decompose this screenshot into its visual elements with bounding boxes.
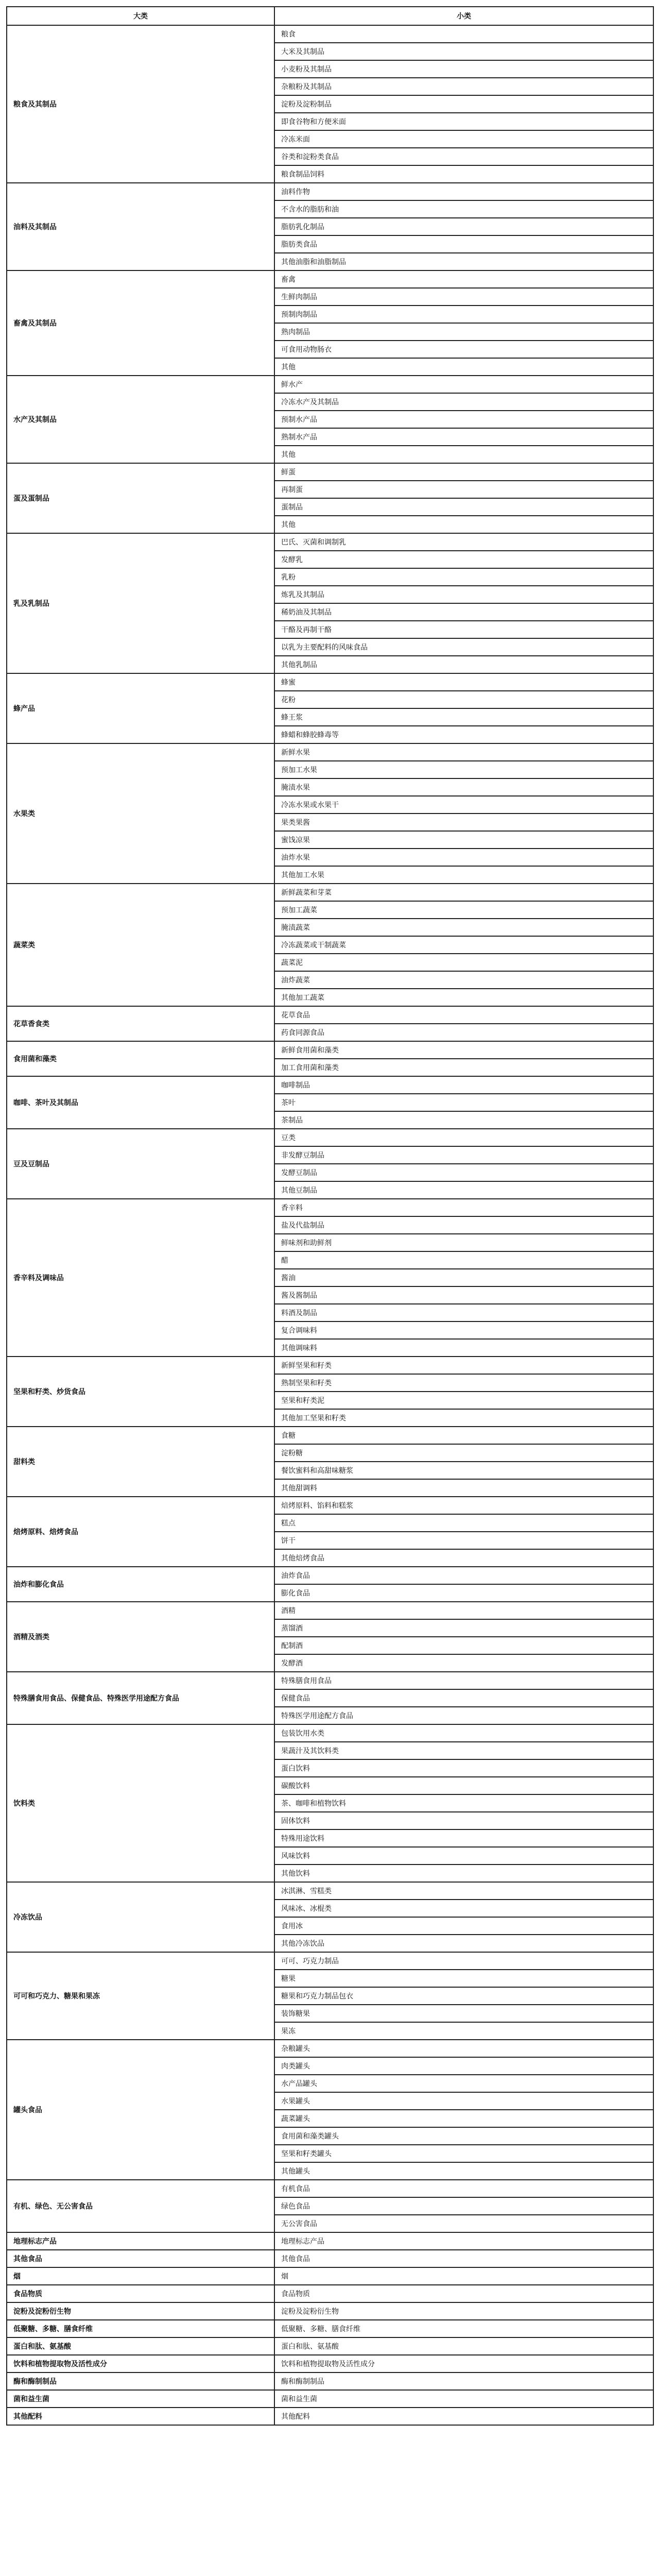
major-category-cell: 菌和益生菌: [7, 2390, 274, 2408]
minor-category-cell: 冰淇淋、雪糕类: [274, 1882, 653, 1900]
minor-category-cell: 蜜饯凉果: [274, 831, 653, 849]
minor-category-cell: 低聚糖、多糖、膳食纤维: [274, 2320, 653, 2337]
minor-category-cell: 冷冻水果或水果干: [274, 796, 653, 814]
minor-category-cell: 粮食制品饲料: [274, 165, 653, 183]
minor-category-cell: 风味饮料: [274, 1847, 653, 1865]
minor-category-cell: 盐及代盐制品: [274, 1216, 653, 1234]
minor-category-cell: 发酵酒: [274, 1654, 653, 1672]
table-body: [7, 25, 653, 2425]
minor-category-cell: 干酪及再制干酪: [274, 621, 653, 638]
table-row: [7, 2232, 653, 2250]
minor-category-cell: 蔬菜罐头: [274, 2110, 653, 2127]
major-category-cell: 食用菌和藻类: [7, 1041, 274, 1076]
minor-category-cell: 冷冻米面: [274, 130, 653, 148]
minor-category-cell: 淀粉及淀粉衍生物: [274, 2302, 653, 2320]
table-row: [7, 2355, 653, 2372]
table-row: [7, 2337, 653, 2355]
minor-category-cell: 其他加工水果: [274, 866, 653, 884]
minor-category-cell: 蛋白和肽、氨基酸: [274, 2337, 653, 2355]
minor-category-cell: 腌渍蔬菜: [274, 919, 653, 936]
table-row: [7, 1427, 653, 1444]
minor-category-cell: 其他加工蔬菜: [274, 989, 653, 1006]
minor-category-cell: 新鲜蔬菜和芽菜: [274, 884, 653, 901]
minor-category-cell: 熟肉制品: [274, 323, 653, 341]
minor-category-cell: 包装饮用水类: [274, 1724, 653, 1742]
minor-category-cell: 酱油: [274, 1269, 653, 1286]
minor-category-cell: 鲜味剂和助鲜剂: [274, 1234, 653, 1251]
minor-category-cell: 酱及酱制品: [274, 1286, 653, 1304]
minor-category-cell: 炼乳及其制品: [274, 586, 653, 603]
minor-category-cell: 饮料和植物提取物及活性成分: [274, 2355, 653, 2372]
table-row: [7, 1952, 653, 1970]
major-category-cell: 豆及豆制品: [7, 1129, 274, 1199]
table-row: [7, 1602, 653, 1619]
minor-category-cell: 发酵乳: [274, 551, 653, 568]
minor-category-cell: 食用冰: [274, 1917, 653, 1935]
minor-category-cell: 其他加工坚果和籽类: [274, 1409, 653, 1427]
minor-category-cell: 其他饮料: [274, 1865, 653, 1882]
table-row: [7, 2285, 653, 2302]
minor-category-cell: 粮食: [274, 25, 653, 43]
minor-category-cell: 茶制品: [274, 1111, 653, 1129]
major-category-cell: 咖啡、茶叶及其制品: [7, 1076, 274, 1129]
minor-category-cell: 食糖: [274, 1427, 653, 1444]
minor-category-cell: 再制蛋: [274, 481, 653, 498]
minor-category-cell: 特殊医学用途配方食品: [274, 1707, 653, 1724]
table-row: [7, 1129, 653, 1146]
major-category-cell: 可可和巧克力、糖果和果冻: [7, 1952, 274, 2040]
minor-category-cell: 其他油脂和油脂制品: [274, 253, 653, 270]
minor-category-cell: 其他: [274, 516, 653, 533]
major-category-cell: 花草香食类: [7, 1006, 274, 1041]
minor-category-cell: 蒸馏酒: [274, 1619, 653, 1637]
minor-category-cell: 熟制水产品: [274, 428, 653, 446]
table-row: [7, 1041, 653, 1059]
minor-category-cell: 坚果和籽类泥: [274, 1392, 653, 1409]
minor-category-cell: 大米及其制品: [274, 43, 653, 60]
header-major: 大类: [7, 7, 274, 25]
minor-category-cell: 其他食品: [274, 2250, 653, 2267]
minor-category-cell: 其他豆制品: [274, 1181, 653, 1199]
header-row: [7, 7, 653, 25]
header-minor: 小类: [274, 7, 653, 25]
minor-category-cell: 油料作物: [274, 183, 653, 200]
minor-category-cell: 蛋白饮料: [274, 1759, 653, 1777]
minor-category-cell: 新鲜坚果和籽类: [274, 1357, 653, 1374]
table-row: [7, 1199, 653, 1216]
minor-category-cell: 药食同源食品: [274, 1024, 653, 1041]
minor-category-cell: 食用菌和藻类罐头: [274, 2127, 653, 2145]
minor-category-cell: 水产品罐头: [274, 2075, 653, 2092]
table-row: [7, 2320, 653, 2337]
major-category-cell: 蜂产品: [7, 673, 274, 743]
table-row: [7, 2250, 653, 2267]
table-row: [7, 25, 653, 43]
minor-category-cell: 其他冷冻饮品: [274, 1935, 653, 1952]
minor-category-cell: 水果罐头: [274, 2092, 653, 2110]
table-row: [7, 376, 653, 393]
table-row: [7, 1672, 653, 1689]
table-row: [7, 673, 653, 691]
major-category-cell: 粮食及其制品: [7, 25, 274, 183]
minor-category-cell: 淀粉及淀粉制品: [274, 95, 653, 113]
major-category-cell: 油炸和膨化食品: [7, 1567, 274, 1602]
table-row: [7, 2267, 653, 2285]
table-row: [7, 1006, 653, 1024]
table-row: [7, 2180, 653, 2197]
minor-category-cell: 乳粉: [274, 568, 653, 586]
minor-category-cell: 坚果和籽类罐头: [274, 2145, 653, 2162]
minor-category-cell: 茶、咖啡和植物饮料: [274, 1794, 653, 1812]
minor-category-cell: 肉类罐头: [274, 2057, 653, 2075]
minor-category-cell: 其他: [274, 446, 653, 463]
major-category-cell: 罐头食品: [7, 2040, 274, 2180]
table-row: [7, 1076, 653, 1094]
minor-category-cell: 咖啡制品: [274, 1076, 653, 1094]
minor-category-cell: 其他: [274, 358, 653, 376]
minor-category-cell: 其他焙烤食品: [274, 1549, 653, 1567]
minor-category-cell: 预加工蔬菜: [274, 901, 653, 919]
minor-category-cell: 其他调味料: [274, 1339, 653, 1357]
major-category-cell: 酶和酶制制品: [7, 2372, 274, 2390]
major-category-cell: 其他配料: [7, 2408, 274, 2425]
major-category-cell: 畜禽及其制品: [7, 270, 274, 376]
minor-category-cell: 巴氏、灭菌和调制乳: [274, 533, 653, 551]
minor-category-cell: 鲜水产: [274, 376, 653, 393]
minor-category-cell: 蜂蜜: [274, 673, 653, 691]
minor-category-cell: 烟: [274, 2267, 653, 2285]
table-row: [7, 2390, 653, 2408]
minor-category-cell: 稀奶油及其制品: [274, 603, 653, 621]
minor-category-cell: 配制酒: [274, 1637, 653, 1654]
minor-category-cell: 可食用动物肠衣: [274, 341, 653, 358]
minor-category-cell: 饼干: [274, 1532, 653, 1549]
major-category-cell: 有机、绿色、无公害食品: [7, 2180, 274, 2232]
major-category-cell: 甜料类: [7, 1427, 274, 1497]
major-category-cell: 酒精及酒类: [7, 1602, 274, 1672]
minor-category-cell: 保健食品: [274, 1689, 653, 1707]
minor-category-cell: 其他罐头: [274, 2162, 653, 2180]
table-row: [7, 1567, 653, 1584]
table-row: [7, 2408, 653, 2425]
minor-category-cell: 即食谷物和方便米面: [274, 113, 653, 130]
minor-category-cell: 鲜蛋: [274, 463, 653, 481]
minor-category-cell: 其他甜调料: [274, 1479, 653, 1497]
minor-category-cell: 复合调味料: [274, 1321, 653, 1339]
major-category-cell: 食品物质: [7, 2285, 274, 2302]
minor-category-cell: 预制水产品: [274, 411, 653, 428]
minor-category-cell: 脂肪乳化制品: [274, 218, 653, 235]
minor-category-cell: 糖果和巧克力制品包衣: [274, 1987, 653, 2005]
table-row: [7, 270, 653, 288]
major-category-cell: 饮料类: [7, 1724, 274, 1882]
minor-category-cell: 油炸水果: [274, 849, 653, 866]
minor-category-cell: 淀粉糖: [274, 1444, 653, 1462]
major-category-cell: 乳及乳制品: [7, 533, 274, 673]
major-category-cell: 焙烤原料、焙烤食品: [7, 1497, 274, 1567]
minor-category-cell: 生鲜肉制品: [274, 288, 653, 306]
major-category-cell: 蛋及蛋制品: [7, 463, 274, 533]
minor-category-cell: 熟制坚果和籽类: [274, 1374, 653, 1392]
major-category-cell: 低聚糖、多糖、膳食纤维: [7, 2320, 274, 2337]
minor-category-cell: 特殊膳食用食品: [274, 1672, 653, 1689]
major-category-cell: 坚果和籽类、炒货食品: [7, 1357, 274, 1427]
minor-category-cell: 其他配料: [274, 2408, 653, 2425]
minor-category-cell: 新鲜食用菌和藻类: [274, 1041, 653, 1059]
minor-category-cell: 装饰糖果: [274, 2005, 653, 2022]
major-category-cell: 蔬菜类: [7, 884, 274, 1006]
minor-category-cell: 非发酵豆制品: [274, 1146, 653, 1164]
minor-category-cell: 冷冻水产及其制品: [274, 393, 653, 411]
table-row: [7, 533, 653, 551]
major-category-cell: 香辛料及调味品: [7, 1199, 274, 1357]
table-row: [7, 1882, 653, 1900]
minor-category-cell: 油炸食品: [274, 1567, 653, 1584]
minor-category-cell: 可可、巧克力制品: [274, 1952, 653, 1970]
minor-category-cell: 果类果酱: [274, 814, 653, 831]
table-row: [7, 2372, 653, 2390]
table-row: [7, 2302, 653, 2320]
minor-category-cell: 蔬菜泥: [274, 954, 653, 971]
table-row: [7, 183, 653, 200]
major-category-cell: 蛋白和肽、氨基酸: [7, 2337, 274, 2355]
minor-category-cell: 油炸蔬菜: [274, 971, 653, 989]
minor-category-cell: 餐饮蜜料和高甜味糖浆: [274, 1462, 653, 1479]
minor-category-cell: 菌和益生菌: [274, 2390, 653, 2408]
minor-category-cell: 固体饮料: [274, 1812, 653, 1829]
major-category-cell: 其他食品: [7, 2250, 274, 2267]
major-category-cell: 烟: [7, 2267, 274, 2285]
minor-category-cell: 膨化食品: [274, 1584, 653, 1602]
minor-category-cell: 风味冰、冰棍类: [274, 1900, 653, 1917]
minor-category-cell: 豆类: [274, 1129, 653, 1146]
major-category-cell: 饮料和植物提取物及活性成分: [7, 2355, 274, 2372]
minor-category-cell: 腌渍水果: [274, 778, 653, 796]
minor-category-cell: 花草食品: [274, 1006, 653, 1024]
minor-category-cell: 以乳为主要配料的风味食品: [274, 638, 653, 656]
major-category-cell: 地理标志产品: [7, 2232, 274, 2250]
major-category-cell: 特殊膳食用食品、保健食品、特殊医学用途配方食品: [7, 1672, 274, 1724]
minor-category-cell: 酶和酶制制品: [274, 2372, 653, 2390]
table-row: [7, 884, 653, 901]
table-row: [7, 743, 653, 761]
minor-category-cell: 焙烤原料、馅料和糕浆: [274, 1497, 653, 1514]
major-category-cell: 淀粉及淀粉衍生物: [7, 2302, 274, 2320]
minor-category-cell: 杂粮粉及其制品: [274, 78, 653, 95]
minor-category-cell: 无公害食品: [274, 2215, 653, 2232]
minor-category-cell: 脂肪类食品: [274, 235, 653, 253]
minor-category-cell: 绿色食品: [274, 2197, 653, 2215]
major-category-cell: 水果类: [7, 743, 274, 884]
major-category-cell: 冷冻饮品: [7, 1882, 274, 1952]
minor-category-cell: 预制肉制品: [274, 306, 653, 323]
minor-category-cell: 发酵豆制品: [274, 1164, 653, 1181]
minor-category-cell: 蜂王浆: [274, 708, 653, 726]
minor-category-cell: 小麦粉及其制品: [274, 60, 653, 78]
minor-category-cell: 谷类和淀粉类食品: [274, 148, 653, 165]
minor-category-cell: 加工食用菌和藻类: [274, 1059, 653, 1076]
minor-category-cell: 料酒及制品: [274, 1304, 653, 1321]
minor-category-cell: 醋: [274, 1251, 653, 1269]
food-category-table: [6, 6, 654, 2426]
minor-category-cell: 不含水的脂肪和油: [274, 200, 653, 218]
minor-category-cell: 有机食品: [274, 2180, 653, 2197]
minor-category-cell: 酒精: [274, 1602, 653, 1619]
minor-category-cell: 花粉: [274, 691, 653, 708]
minor-category-cell: 茶叶: [274, 1094, 653, 1111]
minor-category-cell: 预加工水果: [274, 761, 653, 778]
minor-category-cell: 地理标志产品: [274, 2232, 653, 2250]
table-row: [7, 1357, 653, 1374]
minor-category-cell: 其他乳制品: [274, 656, 653, 673]
minor-category-cell: 糕点: [274, 1514, 653, 1532]
minor-category-cell: 蜂蜡和蜂胶蜂毒等: [274, 726, 653, 743]
table-row: [7, 463, 653, 481]
major-category-cell: 油料及其制品: [7, 183, 274, 270]
minor-category-cell: 冷冻蔬菜或干制蔬菜: [274, 936, 653, 954]
minor-category-cell: 香辛料: [274, 1199, 653, 1216]
minor-category-cell: 蛋制品: [274, 498, 653, 516]
table-row: [7, 2040, 653, 2057]
minor-category-cell: 果蔬汁及其饮料类: [274, 1742, 653, 1759]
minor-category-cell: 碳酸饮料: [274, 1777, 653, 1794]
minor-category-cell: 果冻: [274, 2022, 653, 2040]
minor-category-cell: 新鲜水果: [274, 743, 653, 761]
minor-category-cell: 特殊用途饮料: [274, 1829, 653, 1847]
minor-category-cell: 食品物质: [274, 2285, 653, 2302]
minor-category-cell: 畜禽: [274, 270, 653, 288]
minor-category-cell: 杂粮罐头: [274, 2040, 653, 2057]
table-row: [7, 1497, 653, 1514]
major-category-cell: 水产及其制品: [7, 376, 274, 463]
minor-category-cell: 糖果: [274, 1970, 653, 1987]
table-row: [7, 1724, 653, 1742]
